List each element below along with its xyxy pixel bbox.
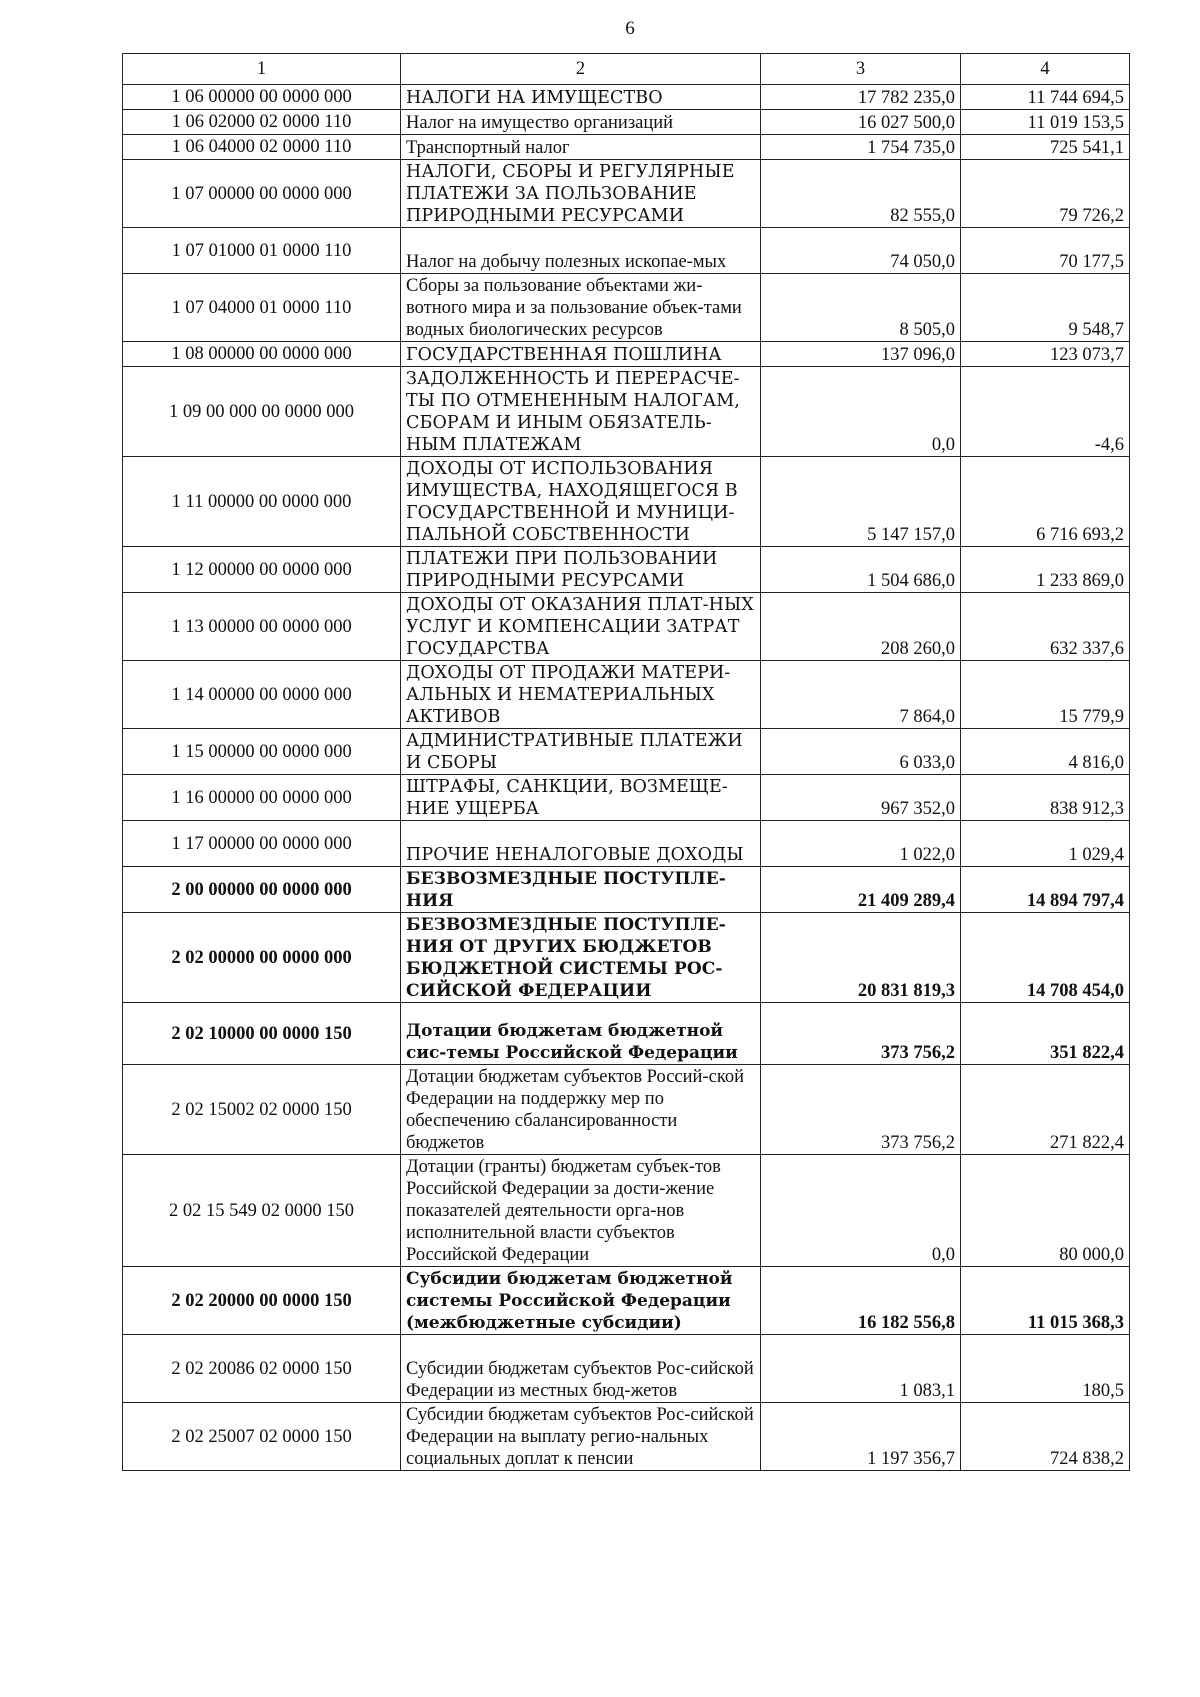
table-row: [123, 1267, 1130, 1335]
column-header-2: 2: [401, 54, 761, 85]
table-row: [123, 867, 1130, 913]
row-name: ДОХОДЫ ОТ ИСПОЛЬЗОВАНИЯ ИМУЩЕСТВА, НАХОДЯЩЕГОСЯ В ГОСУДАРСТВЕННОЙ И МУНИЦИ-ПАЛЬНОЙ СОБСТВЕННОСТИ: [401, 457, 761, 547]
row-code: 1 17 00000 00 0000 000: [123, 821, 401, 867]
row-code: 2 02 20000 00 0000 150: [123, 1267, 401, 1335]
row-value-col4: 351 822,4: [961, 1003, 1130, 1065]
row-code: 1 13 00000 00 0000 000: [123, 593, 401, 661]
table-row: [123, 85, 1130, 110]
row-name: Дотации бюджетам субъектов Россий-ской Федерации на поддержку мер по обеспечению сбалансированности бюджетов: [401, 1065, 761, 1155]
table-row: [123, 913, 1130, 1003]
table-row: [123, 1155, 1130, 1267]
table-row: [123, 547, 1130, 593]
row-code: 2 02 00000 00 0000 000: [123, 913, 401, 1003]
row-name: ЗАДОЛЖЕННОСТЬ И ПЕРЕРАСЧЕ-ТЫ ПО ОТМЕНЕННЫМ НАЛОГАМ, СБОРАМ И ИНЫМ ОБЯЗАТЕЛЬ-НЫМ ПЛАТЕЖАМ: [401, 367, 761, 457]
table-row: [123, 1335, 1130, 1403]
table-row: [123, 1003, 1130, 1065]
row-value-col3: 16 182 556,8: [761, 1267, 961, 1335]
row-value-col3: 1 504 686,0: [761, 547, 961, 593]
row-value-col4: 123 073,7: [961, 342, 1130, 367]
row-value-col3: 373 756,2: [761, 1065, 961, 1155]
row-value-col3: 5 147 157,0: [761, 457, 961, 547]
table-row: [123, 110, 1130, 135]
row-value-col4: 1 029,4: [961, 821, 1130, 867]
row-name: Субсидии бюджетам субъектов Рос-сийской Федерации на выплату регио-нальных социальных доплат к пенсии: [401, 1403, 761, 1471]
table-row: [123, 593, 1130, 661]
row-value-col3: 16 027 500,0: [761, 110, 961, 135]
row-code: 1 12 00000 00 0000 000: [123, 547, 401, 593]
row-value-col3: 8 505,0: [761, 274, 961, 342]
table-row: [123, 274, 1130, 342]
row-name: Дотации (гранты) бюджетам субъек-тов Российской Федерации за дости-жение показателей деятельности орга-нов исполнительной власти субъектов Российской Федерации: [401, 1155, 761, 1267]
row-name: Налог на имущество организаций: [401, 110, 761, 135]
row-code: 2 02 25007 02 0000 150: [123, 1403, 401, 1471]
row-name: ДОХОДЫ ОТ ОКАЗАНИЯ ПЛАТ-НЫХ УСЛУГ И КОМПЕНСАЦИИ ЗАТРАТ ГОСУДАРСТВА: [401, 593, 761, 661]
row-value-col3: 0,0: [761, 1155, 961, 1267]
row-value-col4: 79 726,2: [961, 160, 1130, 228]
table-row: [123, 228, 1130, 274]
table-body: [123, 85, 1130, 1471]
row-code: 2 02 10000 00 0000 150: [123, 1003, 401, 1065]
row-code: 1 15 00000 00 0000 000: [123, 729, 401, 775]
column-header-4: 4: [961, 54, 1130, 85]
row-name: ШТРАФЫ, САНКЦИИ, ВОЗМЕЩЕ-НИЕ УЩЕРБА: [401, 775, 761, 821]
row-value-col3: 6 033,0: [761, 729, 961, 775]
row-code: 1 07 04000 01 0000 110: [123, 274, 401, 342]
row-value-col3: 74 050,0: [761, 228, 961, 274]
row-value-col4: 838 912,3: [961, 775, 1130, 821]
row-name: АДМИНИСТРАТИВНЫЕ ПЛАТЕЖИ И СБОРЫ: [401, 729, 761, 775]
row-value-col4: 14 708 454,0: [961, 913, 1130, 1003]
table-row: [123, 457, 1130, 547]
row-value-col3: 1 022,0: [761, 821, 961, 867]
row-name: Транспортный налог: [401, 135, 761, 160]
row-code: 2 02 15 549 02 0000 150: [123, 1155, 401, 1267]
page-number: 6: [625, 18, 635, 39]
row-value-col4: 724 838,2: [961, 1403, 1130, 1471]
table-row: [123, 160, 1130, 228]
row-code: 1 06 00000 00 0000 000: [123, 85, 401, 110]
row-code: 1 07 01000 01 0000 110: [123, 228, 401, 274]
column-header-1: 1: [123, 54, 401, 85]
row-name: ПРОЧИЕ НЕНАЛОГОВЫЕ ДОХОДЫ: [401, 821, 761, 867]
row-value-col3: 17 782 235,0: [761, 85, 961, 110]
row-name: Субсидии бюджетам субъектов Рос-сийской Федерации из местных бюд-жетов: [401, 1335, 761, 1403]
budget-table: [122, 53, 1130, 1471]
row-code: 2 02 20086 02 0000 150: [123, 1335, 401, 1403]
row-value-col4: 80 000,0: [961, 1155, 1130, 1267]
row-code: 1 08 00000 00 0000 000: [123, 342, 401, 367]
table-row: [123, 775, 1130, 821]
row-code: 1 06 02000 02 0000 110: [123, 110, 401, 135]
table-row: [123, 135, 1130, 160]
row-code: 1 14 00000 00 0000 000: [123, 661, 401, 729]
row-value-col4: 70 177,5: [961, 228, 1130, 274]
row-value-col3: 208 260,0: [761, 593, 961, 661]
row-value-col4: 11 744 694,5: [961, 85, 1130, 110]
row-code: 1 11 00000 00 0000 000: [123, 457, 401, 547]
row-value-col4: 725 541,1: [961, 135, 1130, 160]
row-value-col4: 15 779,9: [961, 661, 1130, 729]
row-value-col4: -4,6: [961, 367, 1130, 457]
table-row: [123, 342, 1130, 367]
row-value-col4: 180,5: [961, 1335, 1130, 1403]
table-row: [123, 1065, 1130, 1155]
row-value-col3: 137 096,0: [761, 342, 961, 367]
row-name: Субсидии бюджетам бюджетной системы Российской Федерации (межбюджетные субсидии): [401, 1267, 761, 1335]
table-row: [123, 1403, 1130, 1471]
row-name: Дотации бюджетам бюджетной сис-темы Российской Федерации: [401, 1003, 761, 1065]
row-value-col3: 1 754 735,0: [761, 135, 961, 160]
row-value-col4: 271 822,4: [961, 1065, 1130, 1155]
row-value-col4: 1 233 869,0: [961, 547, 1130, 593]
row-code: 2 02 15002 02 0000 150: [123, 1065, 401, 1155]
row-value-col3: 7 864,0: [761, 661, 961, 729]
row-name: ДОХОДЫ ОТ ПРОДАЖИ МАТЕРИ-АЛЬНЫХ И НЕМАТЕРИАЛЬНЫХ АКТИВОВ: [401, 661, 761, 729]
row-name: ПЛАТЕЖИ ПРИ ПОЛЬЗОВАНИИ ПРИРОДНЫМИ РЕСУРСАМИ: [401, 547, 761, 593]
row-value-col4: 11 015 368,3: [961, 1267, 1130, 1335]
table-row: [123, 729, 1130, 775]
row-value-col3: 967 352,0: [761, 775, 961, 821]
scan-mark-top: [1160, 0, 1162, 11]
row-value-col4: 11 019 153,5: [961, 110, 1130, 135]
row-name: БЕЗВОЗМЕЗДНЫЕ ПОСТУПЛЕ-НИЯ ОТ ДРУГИХ БЮДЖЕТОВ БЮДЖЕТНОЙ СИСТЕМЫ РОС-СИЙСКОЙ ФЕДЕРАЦИИ: [401, 913, 761, 1003]
row-value-col4: 632 337,6: [961, 593, 1130, 661]
row-value-col3: 0,0: [761, 367, 961, 457]
row-value-col3: 1 197 356,7: [761, 1403, 961, 1471]
row-code: 1 09 00 000 00 0000 000: [123, 367, 401, 457]
row-value-col3: 373 756,2: [761, 1003, 961, 1065]
row-value-col3: 21 409 289,4: [761, 867, 961, 913]
table-row: [123, 661, 1130, 729]
row-value-col4: 6 716 693,2: [961, 457, 1130, 547]
row-value-col4: 9 548,7: [961, 274, 1130, 342]
row-value-col3: 20 831 819,3: [761, 913, 961, 1003]
table-row: [123, 821, 1130, 867]
row-name: БЕЗВОЗМЕЗДНЫЕ ПОСТУПЛЕ-НИЯ: [401, 867, 761, 913]
row-value-col3: 1 083,1: [761, 1335, 961, 1403]
row-code: 2 00 00000 00 0000 000: [123, 867, 401, 913]
row-value-col4: 4 816,0: [961, 729, 1130, 775]
row-code: 1 07 00000 00 0000 000: [123, 160, 401, 228]
table-row: [123, 367, 1130, 457]
row-name: Налог на добычу полезных ископае-мых: [401, 228, 761, 274]
row-name: НАЛОГИ, СБОРЫ И РЕГУЛЯРНЫЕ ПЛАТЕЖИ ЗА ПОЛЬЗОВАНИЕ ПРИРОДНЫМИ РЕСУРСАМИ: [401, 160, 761, 228]
row-code: 1 06 04000 02 0000 110: [123, 135, 401, 160]
row-name: Сборы за пользование объектами жи-вотного мира и за пользование объек-тами водных биологических ресурсов: [401, 274, 761, 342]
column-header-3: 3: [761, 54, 961, 85]
row-value-col3: 82 555,0: [761, 160, 961, 228]
row-name: ГОСУДАРСТВЕННАЯ ПОШЛИНА: [401, 342, 761, 367]
row-name: НАЛОГИ НА ИМУЩЕСТВО: [401, 85, 761, 110]
row-code: 1 16 00000 00 0000 000: [123, 775, 401, 821]
table-header-row: [123, 54, 1130, 85]
row-value-col4: 14 894 797,4: [961, 867, 1130, 913]
